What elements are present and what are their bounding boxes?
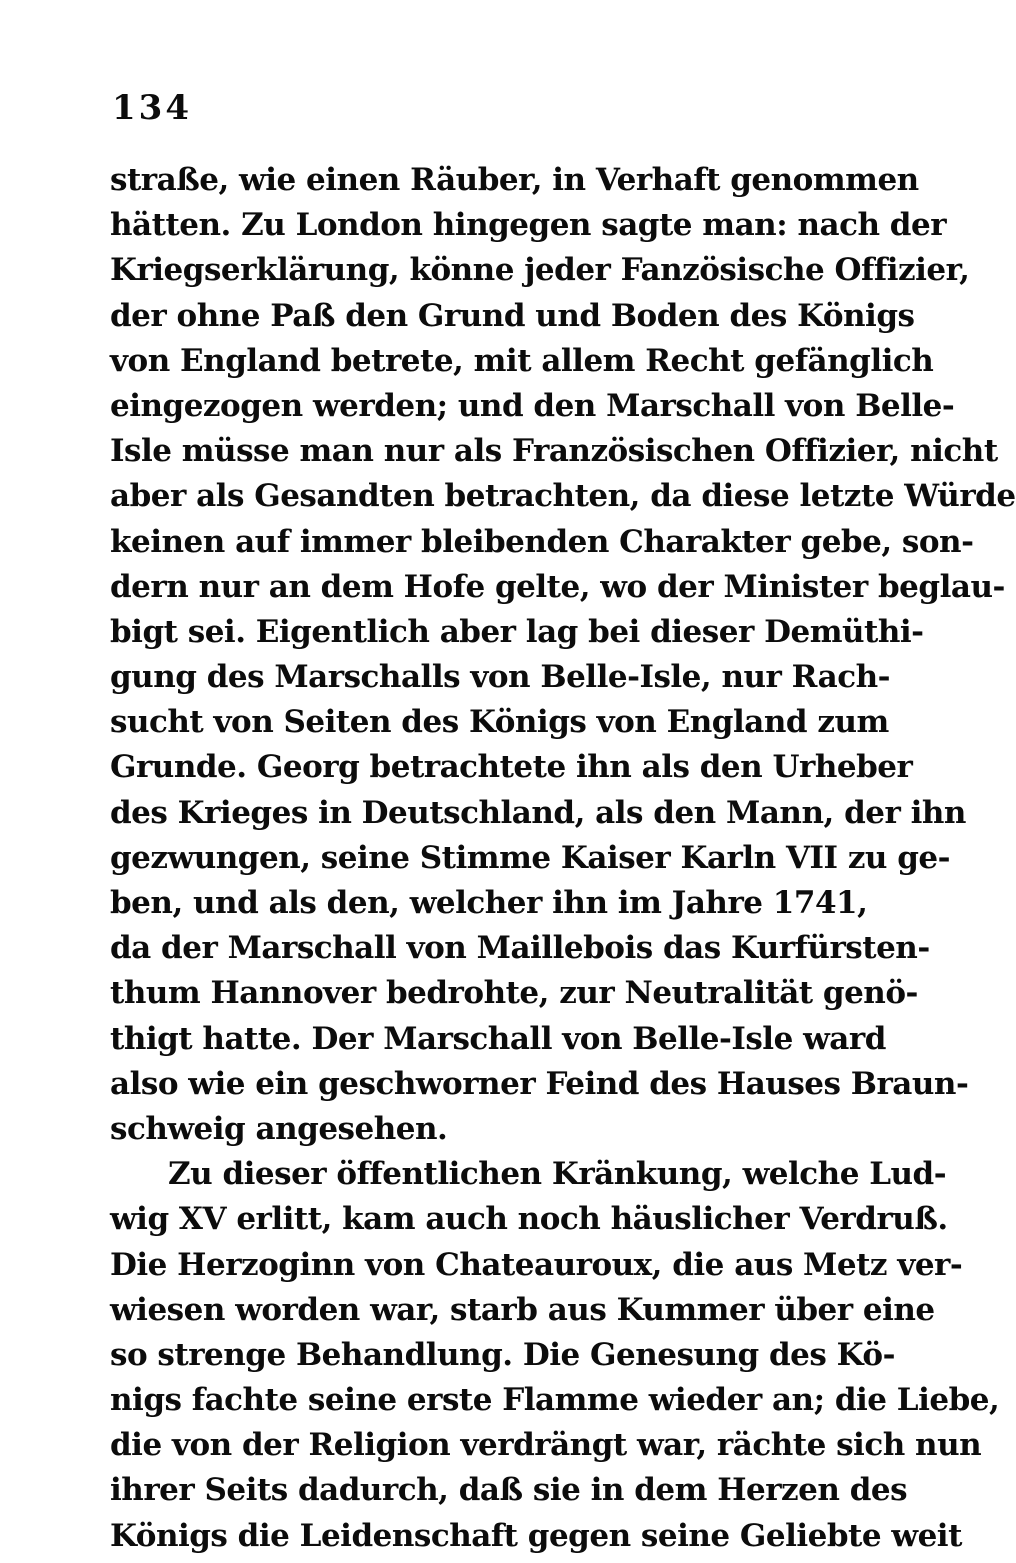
- text-line: Die Herzoginn von Chateauroux, die aus Metz ver-: [110, 1246, 963, 1283]
- text-line: von England betrete, mit allem Recht gefänglich: [110, 342, 934, 379]
- text-line: wiesen worden war, starb aus Kummer über eine: [110, 1291, 935, 1328]
- text-line: aber als Gesandten betrachten, da diese letzte Würde: [110, 478, 1016, 515]
- body-text: [110, 158, 1016, 1559]
- text-line: gung des Marschalls von Belle-Isle, nur Rach-: [110, 659, 891, 696]
- text-line: der ohne Paß den Grund und Boden des Königs: [110, 297, 915, 334]
- text-line: keinen auf immer bleibenden Charakter gebe, son-: [110, 523, 974, 560]
- text-line: also wie ein geschworner Feind des Hauses Braun-: [110, 1065, 969, 1102]
- text-line: hätten. Zu London hingegen sagte man: nach der: [110, 207, 947, 244]
- text-line: Kriegserklärung, könne jeder Fanzösische Offizier,: [110, 252, 970, 289]
- text-line: sucht von Seiten des Königs von England zum: [110, 704, 889, 741]
- text-line: thum Hannover bedrohte, zur Neutralität genö-: [110, 975, 918, 1012]
- text-line: ben, und als den, welcher ihn im Jahre 1741,: [110, 885, 868, 921]
- paragraph-start-line: Zu dieser öffentlichen Kränkung, welche Lud-: [168, 1156, 947, 1193]
- text-line: wig XV erlitt, kam auch noch häuslicher Verdruß.: [110, 1201, 948, 1238]
- text-line: bigt sei. Eigentlich aber lag bei dieser Demüthi-: [110, 613, 924, 650]
- text-line: die von der Religion verdrängt war, rächte sich nun: [110, 1427, 982, 1464]
- text-line: thigt hatte. Der Marschall von Belle-Isle ward: [110, 1020, 886, 1057]
- text-line: da der Marschall von Maillebois das Kurfürsten-: [110, 930, 930, 967]
- paragraph-end-line: schweig angesehen.: [110, 1110, 448, 1147]
- text-line: ihrer Seits dadurch, daß sie in dem Herzen des: [110, 1472, 908, 1509]
- text-line: des Krieges in Deutschland, als den Mann, der ihn: [110, 794, 966, 831]
- text-line: so strenge Behandlung. Die Genesung des Kö-: [110, 1336, 895, 1373]
- text-line: gezwungen, seine Stimme Kaiser Karln VII zu ge-: [110, 839, 951, 876]
- page-number: 134: [112, 88, 192, 128]
- text-line: Isle müsse man nur als Französischen Offizier, nicht: [110, 433, 998, 470]
- text-line: straße, wie einen Räuber, in Verhaft genommen: [110, 162, 919, 198]
- text-line: dern nur an dem Hofe gelte, wo der Minister beglau-: [110, 568, 1005, 605]
- text-line: nigs fachte seine erste Flamme wieder an; die Liebe,: [110, 1382, 1000, 1419]
- text-line: Königs die Leidenschaft gegen seine Geliebte weit: [110, 1517, 962, 1554]
- text-line: eingezogen werden; und den Marschall von Belle-: [110, 387, 955, 424]
- text-line: Grunde. Georg betrachtete ihn als den Urheber: [110, 749, 913, 786]
